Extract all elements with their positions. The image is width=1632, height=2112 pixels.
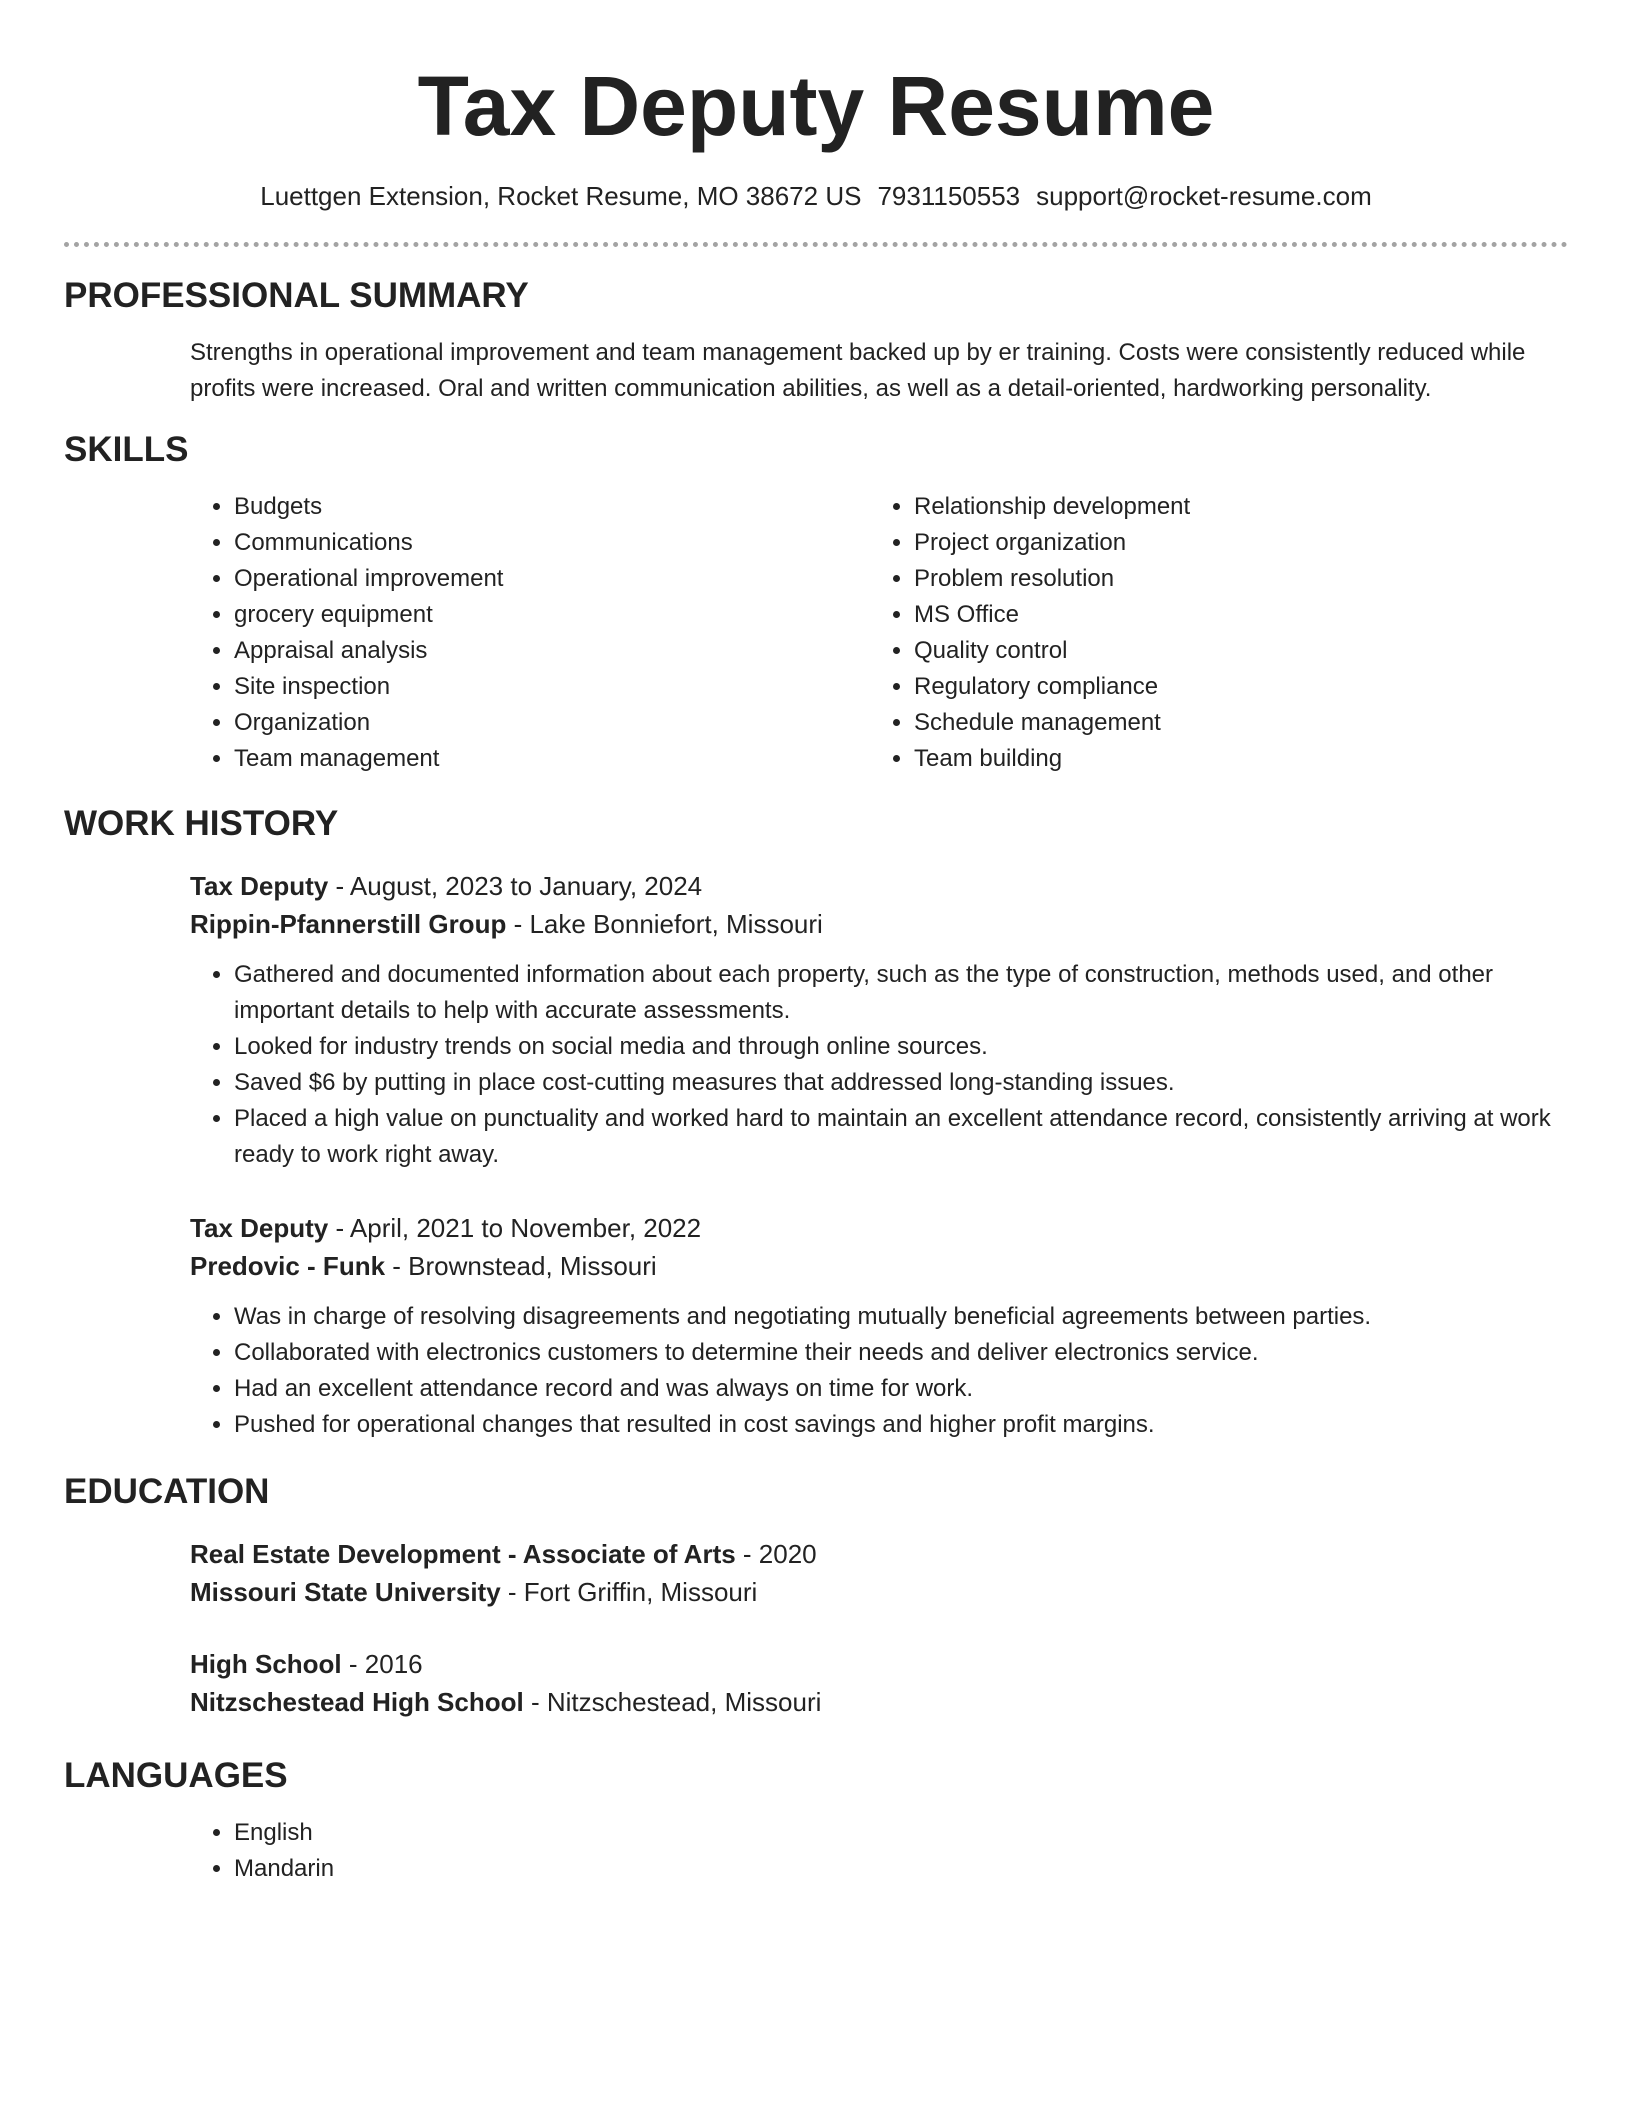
- job-title-line: [190, 867, 1568, 905]
- skills-column-right: [870, 489, 1550, 777]
- languages-section: [64, 1755, 1568, 1887]
- job-bullet: • Placed a high value on punctuality and worked hard to maintain an excellent attendance record, consistently arriving at work ready to work right away.: [234, 1101, 1568, 1173]
- work-history-section: [64, 803, 1568, 1443]
- education-section: [64, 1471, 1568, 1721]
- skill-item: • Problem resolution: [914, 561, 1550, 597]
- job-bullets: [190, 1299, 1568, 1443]
- education-school-line: [190, 1573, 1568, 1611]
- job-company-line: [190, 905, 1568, 943]
- job-bullet: • Collaborated with electronics customers to determine their needs and deliver electronics service.: [234, 1335, 1568, 1371]
- job-title: Tax Deputy: [190, 871, 329, 901]
- education-entry: [190, 1535, 1568, 1611]
- education-school: Nitzschestead High School: [190, 1687, 524, 1717]
- education-degree-line: [190, 1535, 1568, 1573]
- job-title: Tax Deputy: [190, 1213, 329, 1243]
- languages-heading: LANGUAGES: [64, 1756, 288, 1795]
- job-company: Rippin-Pfannerstill Group: [190, 909, 507, 939]
- job-bullet: • Looked for industry trends on social media and through online sources.: [234, 1029, 1568, 1065]
- job-bullet: • Gathered and documented information about each property, such as the type of construction, methods used, and other important details to help with accurate assessments.: [234, 957, 1568, 1029]
- contact-email: support@rocket-resume.com: [1036, 181, 1372, 211]
- resume-title: Tax Deputy Resume: [417, 59, 1215, 153]
- skill-item: • Site inspection: [234, 669, 870, 705]
- skill-item: • Operational improvement: [234, 561, 870, 597]
- education-heading: EDUCATION: [64, 1472, 270, 1511]
- job-bullet: • Was in charge of resolving disagreements and negotiating mutually beneficial agreements between parties.: [234, 1299, 1568, 1335]
- education-year: - 2020: [735, 1539, 817, 1569]
- skill-item: • Regulatory compliance: [914, 669, 1550, 705]
- education-degree: Real Estate Development - Associate of Arts: [190, 1539, 736, 1569]
- languages-list: [190, 1815, 1568, 1887]
- contact-line: [64, 180, 1568, 212]
- skill-item: • Relationship development: [914, 489, 1550, 525]
- skill-item: • grocery equipment: [234, 597, 870, 633]
- education-school: Missouri State University: [190, 1577, 501, 1607]
- header-divider: [64, 242, 1568, 247]
- job-title-line: [190, 1209, 1568, 1247]
- skill-item: • Quality control: [914, 633, 1550, 669]
- skill-item: • Organization: [234, 705, 870, 741]
- education-entry: [190, 1645, 1568, 1721]
- education-location: - Nitzschestead, Missouri: [523, 1687, 822, 1717]
- language-item: • English: [234, 1815, 1568, 1851]
- summary-section: [64, 275, 1568, 407]
- skills-heading: SKILLS: [64, 430, 189, 469]
- job-company: Predovic - Funk: [190, 1251, 386, 1281]
- skill-item: • Communications: [234, 525, 870, 561]
- summary-text: Strengths in operational improvement and team management backed up by er training. Costs were consistently reduced while profits were increased. Oral and written communication abilities, as well as a detail-oriented, hardworking personality.: [190, 339, 1526, 402]
- job-bullet: • Saved $6 by putting in place cost-cutting measures that addressed long-standing issues.: [234, 1065, 1568, 1101]
- job-entry: [190, 867, 1568, 1173]
- job-location: - Lake Bonniefort, Missouri: [506, 909, 823, 939]
- education-year: - 2016: [341, 1649, 423, 1679]
- job-dates: - April, 2021 to November, 2022: [328, 1213, 702, 1243]
- skill-item: • Project organization: [914, 525, 1550, 561]
- education-degree: High School: [190, 1649, 342, 1679]
- language-item: • Mandarin: [234, 1851, 1568, 1887]
- job-bullets: [190, 957, 1568, 1173]
- job-company-line: [190, 1247, 1568, 1285]
- job-dates: - August, 2023 to January, 2024: [328, 871, 703, 901]
- skill-item: • Team management: [234, 741, 870, 777]
- education-school-line: [190, 1683, 1568, 1721]
- skill-item: • Team building: [914, 741, 1550, 777]
- job-bullet: • Pushed for operational changes that resulted in cost savings and higher profit margins.: [234, 1407, 1568, 1443]
- skill-item: • Budgets: [234, 489, 870, 525]
- skill-item: • Appraisal analysis: [234, 633, 870, 669]
- skills-columns: [190, 489, 1568, 777]
- job-entry: [190, 1209, 1568, 1443]
- job-bullet: • Had an excellent attendance record and was always on time for work.: [234, 1371, 1568, 1407]
- contact-address: Luettgen Extension, Rocket Resume, MO 38672 US: [260, 181, 862, 211]
- education-degree-line: [190, 1645, 1568, 1683]
- skills-section: [64, 429, 1568, 777]
- summary-heading: PROFESSIONAL SUMMARY: [64, 276, 529, 315]
- skill-item: • MS Office: [914, 597, 1550, 633]
- skill-item: • Schedule management: [914, 705, 1550, 741]
- skills-column-left: [190, 489, 870, 777]
- contact-phone: 7931150553: [877, 181, 1021, 211]
- job-location: - Brownstead, Missouri: [385, 1251, 657, 1281]
- work-history-heading: WORK HISTORY: [64, 804, 339, 843]
- education-location: - Fort Griffin, Missouri: [500, 1577, 758, 1607]
